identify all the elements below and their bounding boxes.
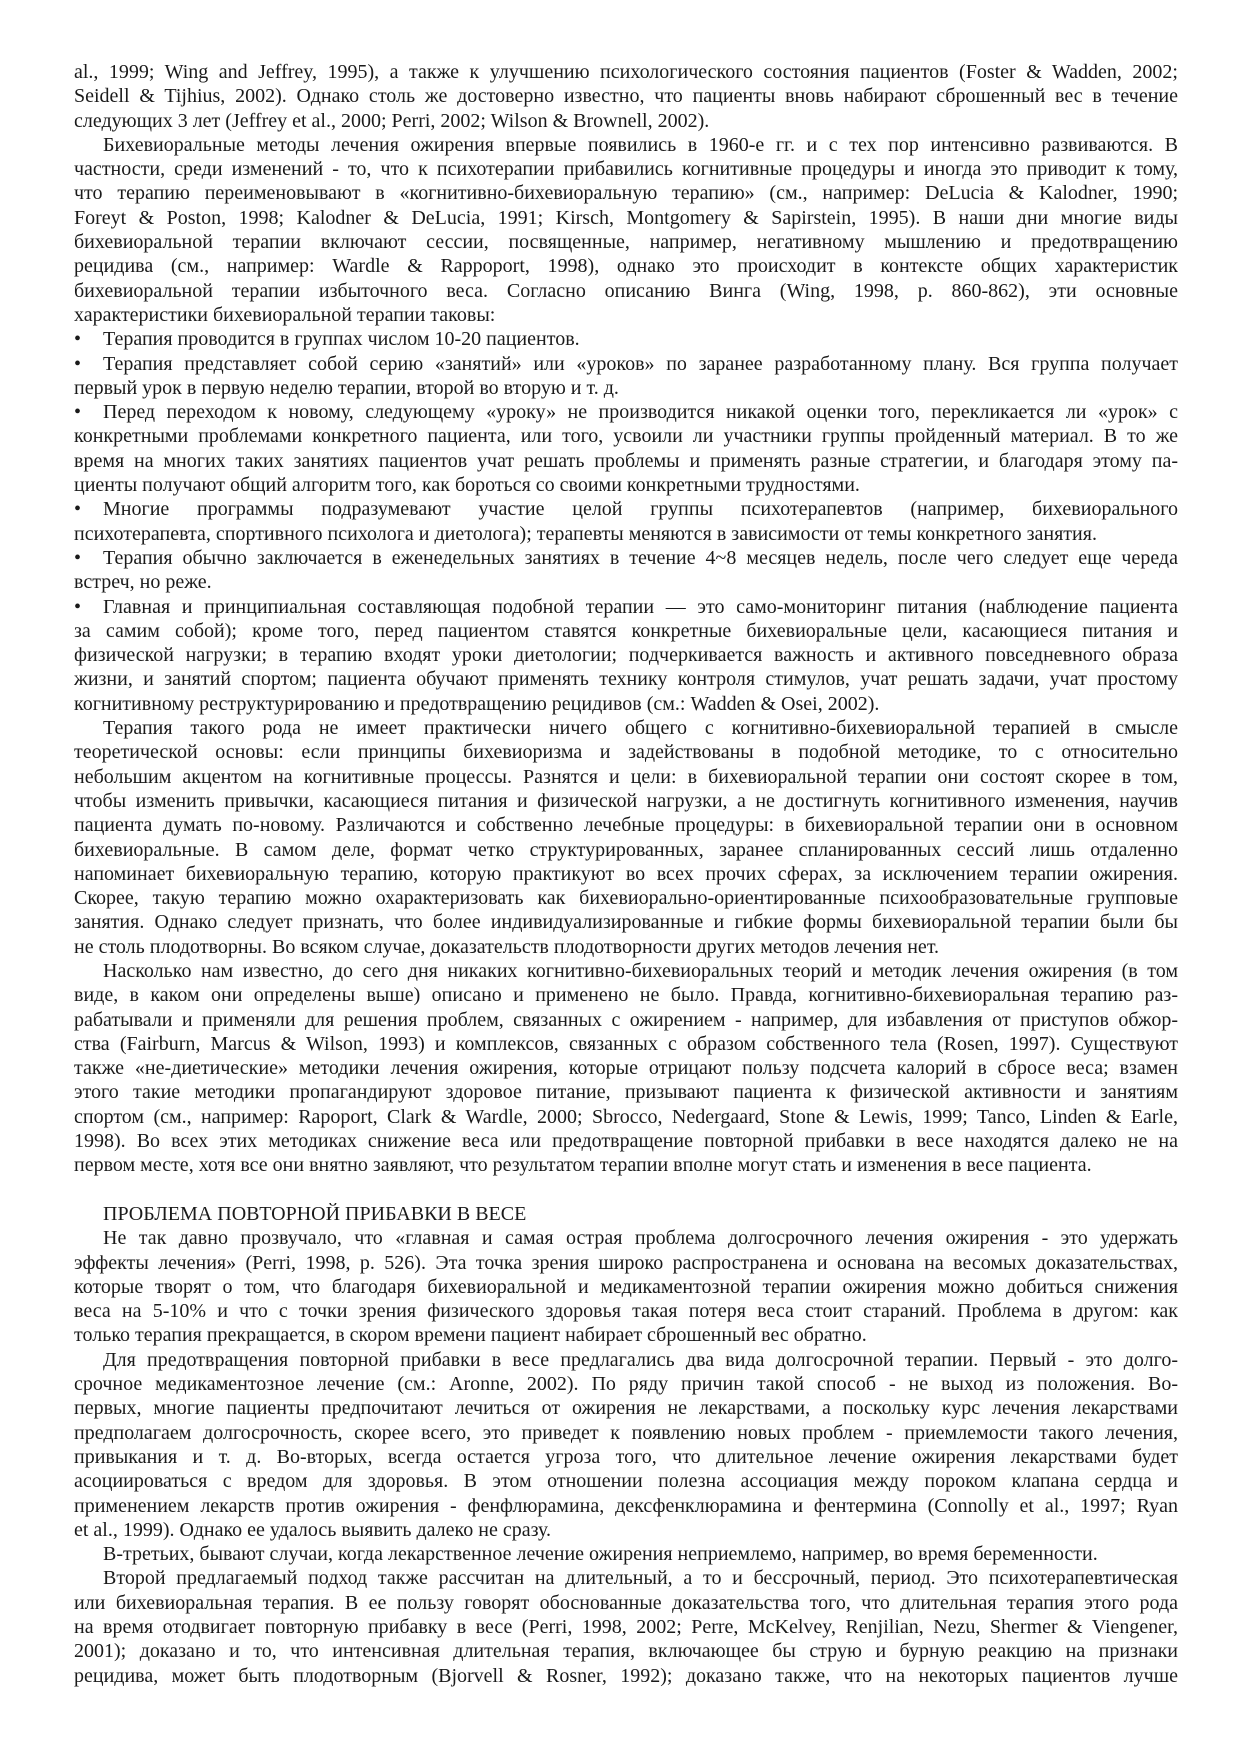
line-text: что терапию переименовывают в «когнитивно-бихевиоральную терапию» (см., например: DeLucia & Kalodner, 1990; <box>74 182 1178 205</box>
line-text: Скорее, такую терапию можно охарактеризовать как бихевиорально-ориентированные психообразовательные групповые <box>74 887 1178 910</box>
text-line <box>74 595 1178 619</box>
text-line <box>74 1008 1178 1032</box>
text-line <box>74 813 1178 837</box>
text-line <box>74 157 1178 181</box>
line-text: Seidell & Tijhius, 2002). Однако столь же достоверно известно, что пациенты вновь набирают сброшенный вес в течение <box>74 85 1178 108</box>
text-line <box>74 473 1178 497</box>
bullet-item <box>74 352 1178 401</box>
line-text: применением лекарств против ожирения - фенфлюрамина, дексфенклюрамина и фентермина (Connolly et al., 1997; Ryan <box>74 1494 1178 1517</box>
text-line <box>74 1494 1178 1518</box>
line-text: первом месте, хотя все они внятно заявляют, что результатом терапии вполне могут стать и изменения в весе пациента. <box>74 1154 1092 1177</box>
line-text: не столь плодотворны. Во всяком случае, доказательств плодотворности других методов лечения нет. <box>74 935 940 958</box>
line-text: рабатывали и применяли для решения проблем, связанных с ожирением - например, для избавления от приступов обжор- <box>74 1008 1178 1031</box>
line-text: срочное медикаментозное лечение (см.: Aronne, 2002). По ряду причин такой способ - не выход из положения. Во- <box>74 1373 1178 1396</box>
line-text: Бихевиоральные методы лечения ожирения впервые появились в 1960-е гг. и с тех пор интенсивно развиваются. В <box>103 133 1178 156</box>
line-text: занятия. Однако следует признать, что более индивидуализированные и гибкие формы бихевиоральной терапии были бы <box>74 911 1178 934</box>
bullet-item <box>74 546 1178 595</box>
line-text: предполагаем долгосрочность, скорее всего, это приведет к появлению новых проблем - приемлемости такого лечения, <box>74 1421 1178 1444</box>
text-line <box>74 862 1178 886</box>
text-line <box>74 692 1178 716</box>
text-line <box>74 1275 1178 1299</box>
paragraph <box>74 1542 1178 1566</box>
text-line <box>74 109 1178 133</box>
line-text: рецидива (см., например: Wardle & Rappoport, 1998), однако это происходит в контексте общих характеристик <box>74 255 1178 278</box>
text-line <box>74 376 1178 400</box>
text-line <box>74 838 1178 862</box>
line-text: время на многих таких занятиях пациентов учат решать проблемы и применять разные стратегии, и благодаря этому па- <box>74 449 1178 472</box>
text-line <box>74 667 1178 691</box>
text-line <box>74 886 1178 910</box>
text-line <box>74 546 1178 570</box>
text-line <box>74 1518 1178 1542</box>
text-line <box>74 959 1178 983</box>
text-line <box>74 1323 1178 1347</box>
line-text: следующих 3 лет (Jeffrey et al., 2000; Perri, 2002; Wilson & Brownell, 2002). <box>74 109 710 132</box>
text-line <box>74 1056 1178 1080</box>
line-text: небольшим акцентом на когнитивные процессы. Разнятся и цели: в бихевиоральной терапии они состоят скорее в том, <box>74 765 1178 788</box>
paragraph <box>74 1566 1178 1687</box>
line-text: первых, многие пациенты предпочитают лечиться от ожирения не лекарствами, а поскольку курс лечения лекарствами <box>74 1397 1178 1420</box>
bullet-item <box>74 497 1178 546</box>
line-text: 2001); доказано и то, что интенсивная длительная терапия, включающее бы струю и бурную реакцию на признаки <box>74 1640 1178 1663</box>
text-line <box>74 352 1178 376</box>
line-text: бихевиоральной терапии избыточного веса. Согласно описанию Винга (Wing, 1998, р. 860-862), эти основные <box>74 279 1178 302</box>
line-text: привыкания и т. д. Во-вторых, всегда остается угроза того, что длительное лечение ожирения лекарствами будет <box>74 1445 1178 1468</box>
text-line <box>74 206 1178 230</box>
line-text: асоциироваться с вредом для здоровья. В этом отношении полезна ассоциация между пороком клапана сердца и <box>74 1470 1178 1493</box>
line-text: et al., 1999). Однако ее удалось выявить далеко не сразу. <box>74 1518 552 1541</box>
text-line <box>74 497 1178 521</box>
line-text: Foreyt & Poston, 1998; Kalodner & DeLucia, 1991; Kirsch, Montgomery & Sapirstein, 1995). В наши дни многие виды <box>74 206 1178 229</box>
line-text: бихевиоральные. В самом деле, формат четко структурированных, заранее спланированных сессий лишь отдаленно <box>74 838 1178 861</box>
line-text: Второй предлагаемый подход также рассчитан на длительный, а то и бессрочный, период. Это психотерапевтическая <box>103 1567 1178 1590</box>
line-text: этого такие методики пропагандируют здоровое питание, призывают пациента к физической активности и занятиям <box>74 1081 1178 1104</box>
text-line <box>74 1566 1178 1590</box>
line-text: только терапия прекращается, в скором времени пациент набирает сброшенный вес обратно. <box>74 1324 867 1347</box>
text-line <box>74 449 1178 473</box>
line-text: частности, среди изменений - то, что к психотерапии прибавились когнитивные процедуры и иногда это приводит к тому, <box>74 158 1178 181</box>
text-line <box>74 84 1178 108</box>
text-line <box>74 254 1178 278</box>
text-line <box>74 1639 1178 1663</box>
text-line <box>74 1591 1178 1615</box>
text-line <box>74 327 1178 351</box>
line-text: эффекты лечения» (Perri, 1998, р. 526). Эта точка зрения широко распространена и основана на весомых доказательствах, <box>74 1251 1178 1274</box>
line-text: Главная и принципиальная составляющая подобной терапии — это само-мониторинг питания (наблюдение пациента <box>103 595 1178 618</box>
text-line <box>74 279 1178 303</box>
text-line <box>74 1372 1178 1396</box>
text-line <box>74 1299 1178 1323</box>
bullet-icon: • <box>74 352 82 375</box>
document-page <box>74 60 1178 1688</box>
bullet-item <box>74 400 1178 497</box>
line-text: Для предотвращения повторной прибавки в весе предлагались два вида долгосрочной терапии. Первый - это долго- <box>103 1348 1178 1371</box>
text-line <box>74 716 1178 740</box>
line-text: жизни, и занятий спортом; пациента обучают применять технику контроля стимулов, учат решать задачи, учат простому <box>74 668 1178 691</box>
text-line <box>74 1469 1178 1493</box>
line-text: Не так давно прозвучало, что «главная и самая острая проблема долгосрочного лечения ожирения - это удержать <box>103 1227 1178 1250</box>
paragraph <box>74 716 1178 959</box>
line-text: В-третьих, бывают случаи, когда лекарственное лечение ожирения неприемлемо, например, во время беременности. <box>103 1543 1098 1566</box>
line-text: первый урок в первую неделю терапии, второй во вторую и т. д. <box>74 376 619 399</box>
paragraph <box>74 60 1178 133</box>
text-line <box>74 1396 1178 1420</box>
text-line <box>74 424 1178 448</box>
text-line <box>74 765 1178 789</box>
paragraph <box>74 959 1178 1178</box>
text-line <box>74 1421 1178 1445</box>
text-line <box>74 1226 1178 1250</box>
line-text: характеристики бихевиоральной терапии таковы: <box>74 303 496 326</box>
text-line <box>74 1251 1178 1275</box>
text-line <box>74 230 1178 254</box>
line-text: Терапия такого рода не имеет практически ничего общего с когнитивно-бихевиоральной терапией в смысле <box>103 717 1178 740</box>
line-text: al., 1999; Wing and Jeffrey, 1995), а также к улучшению психологического состояния пациентов (Foster & Wadden, 2002; <box>74 61 1178 83</box>
line-text: Терапия представляет собой серию «занятий» или «уроков» по заранее разработанному плану. Вся группа получает <box>103 352 1178 375</box>
text-line <box>74 303 1178 327</box>
text-line <box>74 983 1178 1007</box>
line-text: встреч, но реже. <box>74 571 212 594</box>
line-text: рецидива, может быть плодотворным (Bjorvell & Rosner, 1992); доказано также, что на некоторых пациентов лучше <box>74 1664 1178 1687</box>
bullet-icon: • <box>74 546 82 569</box>
line-text: чтобы изменить привычки, касающиеся питания и физической нагрузки, а не достигнуть когнитивного изменения, научив <box>74 789 1178 812</box>
text-line <box>74 1032 1178 1056</box>
line-text: на время отодвигает повторную прибавку в весе (Perri, 1998, 2002; Perre, McKelvey, Renjilian, Nezu, Shermer & Viengener, <box>74 1616 1178 1638</box>
bullet-item <box>74 327 1178 351</box>
bullet-icon: • <box>74 401 82 424</box>
line-text: циенты получают общий алгоритм того, как бороться со своими конкретными трудностями. <box>74 474 860 497</box>
line-text: конкретными проблемами конкретного пациента, или того, усвоили ли участники группы пройденный материал. В то же <box>74 425 1178 448</box>
line-text: спортом (см., например: Rapoport, Clark & Wardle, 2000; Sbrocco, Nedergaard, Stone & Lewis, 1999; Tanco, Linden & Earle, <box>74 1105 1178 1128</box>
bullet-icon: • <box>74 595 82 618</box>
text-line <box>74 1153 1178 1177</box>
text-line <box>74 400 1178 424</box>
line-text: виде, в каком они определены выше) описано и применено не было. Правда, когнитивно-бихевиоральная терапию раз- <box>74 984 1178 1007</box>
line-text: напоминает бихевиоральную терапию, которую практикуют во всех прочих сферах, за исключением терапии ожирения. <box>74 862 1178 885</box>
text-line <box>74 935 1178 959</box>
line-text: за самим собой); кроме того, перед пациентом ставятся конкретные бихевиоральные цели, касающиеся питания и <box>74 619 1178 642</box>
line-text: Терапия проводится в группах числом 10-20 пациентов. <box>103 328 580 351</box>
text-line <box>74 60 1178 84</box>
text-line <box>74 740 1178 764</box>
text-line <box>74 1080 1178 1104</box>
text-line <box>74 1664 1178 1688</box>
line-text: психотерапевта, спортивного психолога и диетолога); терапевты меняются в зависимости от темы конкретного занятия. <box>74 522 1097 545</box>
line-text: пациента думать по-новому. Различаются и собственно лечебные процедуры: в бихевиоральной терапии они в основном <box>74 814 1178 837</box>
text-line <box>74 619 1178 643</box>
line-text: теоретической основы: если принципы бихевиоризма и задействованы в подобной методике, то с относительно <box>74 741 1178 764</box>
text-line <box>74 1615 1178 1639</box>
text-line <box>74 522 1178 546</box>
text-line <box>74 643 1178 667</box>
line-text: физической нагрузки; в терапию входят уроки диетологии; подчеркивается важность и активного повседневного образа <box>74 644 1178 667</box>
text-line <box>74 1348 1178 1372</box>
line-text: 1998). Во всех этих методиках снижение веса или предотвращение повторной прибавки в весе находятся далеко не на <box>74 1130 1178 1153</box>
paragraph <box>74 1348 1178 1542</box>
line-text: Многие программы подразумевают участие целой группы психотерапевтов (например, бихевиорального <box>103 498 1178 521</box>
text-line <box>74 789 1178 813</box>
text-line <box>74 570 1178 594</box>
line-text: веса на 5-10% и что с точки зрения физического здоровья такая потеря веса стоит стараний. Проблема в другом: как <box>74 1300 1178 1323</box>
line-text: Перед переходом к новому, следующему «уроку» не производится никакой оценки того, перекликается ли «урок» с <box>103 401 1178 424</box>
line-text: Насколько нам известно, до сего дня никаких когнитивно-бихевиоральных теорий и методик лечения ожирения (в том <box>103 959 1178 982</box>
text-line <box>74 1105 1178 1129</box>
line-text: которые творят о том, что благодаря бихевиоральной и медикаментозной терапии ожирения можно добиться снижения <box>74 1275 1178 1298</box>
paragraph <box>74 1226 1178 1347</box>
section-spacer <box>74 1178 1178 1202</box>
text-line <box>74 910 1178 934</box>
text-line <box>74 1542 1178 1566</box>
text-line <box>74 1445 1178 1469</box>
section-heading: ПРОБЛЕМА ПОВТОРНОЙ ПРИБАВКИ В ВЕСЕ <box>103 1202 527 1225</box>
line-text: когнитивному реструктурированию и предотвращению рецидивов (см.: Wadden & Osei, 2002). <box>74 692 880 715</box>
line-text: также «не-диетические» методики лечения ожирения, которые отрицают пользу подсчета калорий в сбросе веса; взамен <box>74 1057 1178 1080</box>
line-text: Терапия обычно заключается в еженедельных занятиях в течение 4~8 месяцев недель, после чего следует еще череда <box>103 546 1178 569</box>
text-line <box>74 133 1178 157</box>
line-text: бихевиоральной терапии включают сессии, посвященные, например, негативному мышлению и предотвращению <box>74 231 1178 254</box>
line-text: ства (Fairburn, Marcus & Wilson, 1993) и комплексов, связанных с образом собственного тела (Rosen, 1997). Существуют <box>74 1032 1178 1055</box>
text-line <box>74 1129 1178 1153</box>
bullet-icon: • <box>74 498 82 521</box>
line-text: или бихевиоральная терапия. В ее пользу говорят обоснованные доказательства того, что длительная терапия этого рода <box>74 1591 1178 1614</box>
paragraph <box>74 133 1178 327</box>
bullet-icon: • <box>74 328 82 351</box>
bullet-item <box>74 595 1178 716</box>
text-line <box>74 181 1178 205</box>
